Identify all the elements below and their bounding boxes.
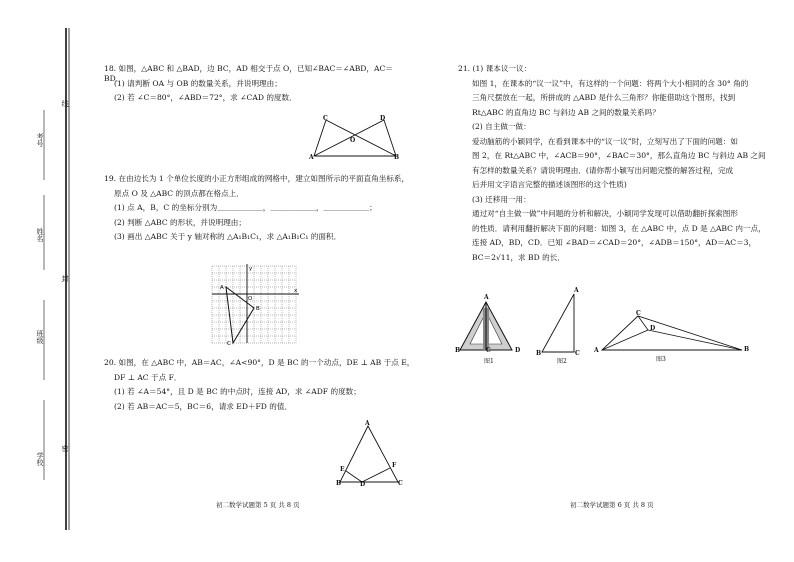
q19-part2: (2) 判断 △ABC 的形状，并说明理由； [114, 217, 246, 227]
q21-l2: 如图 1，在课本的“议一议”中，有这样的一个问题：将两个大小相同的含 30° 角的 [472, 78, 749, 88]
q21-l6: 爱动脑筋的小颖同学，在看到课本中的“议一议”时，立刻写出了下面的问题：如 [472, 136, 738, 146]
grid-label-a: A [220, 285, 224, 291]
fig3-label-a: A [594, 347, 599, 354]
q21-l4: Rt△ABC 的直角边 BC 与斜边 AB 之间的数量关系吗？ [472, 107, 660, 117]
sidebar-xuexiao: 学校 [36, 452, 44, 466]
fig1-label-a: A [484, 294, 489, 301]
sidebar-banji: 班级 [36, 330, 44, 344]
right-footer: 初二数学试题第 6 页 共 8 页 [570, 501, 654, 509]
q20-stem1: 20. 如图，在 △ABC 中，AB＝AC，∠A<90°，D 是 BC 的一个动点，DE ⊥ AB 于点 E， [104, 358, 415, 367]
q18-part2: (2) 若 ∠C＝80°，∠ABD＝72°，求 ∠CAD 的度数． [114, 93, 297, 102]
fig1-label-b: B [455, 347, 461, 354]
q19-part1: (1) 点 A，B，C 的坐标分别为＿＿＿＿＿＿，＿＿＿＿＿＿，＿＿＿＿＿＿； [114, 203, 377, 212]
q18-label-o: O [350, 137, 356, 144]
fig3-label-d: D [650, 325, 656, 332]
q18-label-b: B [394, 154, 400, 161]
q19-stem1: 19. 在由边长为 1 个单位长度的小正方形组成的网格中，建立如图所示的平面直角坐标系， [104, 174, 410, 183]
question-20 [104, 358, 424, 416]
grid-label-x: x [294, 288, 298, 294]
q18-stem: 18. 如图，△ABC 和 △BAD，边 BC，AD 相交于点 O，已知∠BAC＝∠ABD，AC＝BD． [104, 64, 393, 83]
q20-part2: (2) 若 AB＝AC＝5，BC＝6，请求 ED＋FD 的值． [114, 401, 293, 411]
sidebar-kaohao: 考号 [36, 133, 44, 147]
q18-label-c: C [323, 115, 328, 122]
grid-label-o: O [248, 296, 253, 302]
fig1-label-d: D [515, 347, 521, 354]
q19-part3: (3) 画出 △ABC 关于 y 轴对称的 △A₁B₁C₁，求 △A₁B₁C₁ 的面积． [114, 232, 342, 241]
sidebar-feng: 封 [61, 275, 69, 282]
fig1-label-c: C [486, 347, 491, 354]
q21-l1: 21. (1) 课本议一议： [458, 64, 532, 73]
sidebar-mi-top: 线 [61, 100, 69, 107]
q20-label-c: C [398, 480, 403, 487]
sidebar-mi-bottom: 密 [61, 445, 69, 452]
q21-l8: 有怎样的数量关系？请说明理由．(请你帮小颖写出问题完整的解答过程，完成 [472, 165, 734, 175]
q18-label-d: D [380, 115, 386, 122]
sidebar-xingming: 姓名 [36, 228, 44, 242]
q21-l10: (3) 迁移用一用： [472, 194, 531, 204]
fig2-label-a: A [574, 287, 579, 294]
q20-label-f: F [392, 462, 397, 469]
q18-part1: (1) 请判断 OA 与 OB 的数量关系，并说明理由； [114, 78, 282, 88]
q21-l11: 通过对“自主做一做”中问题的分析和解决，小颖同学发现可以借助翻折探索图形 [472, 209, 738, 218]
question-18 [104, 64, 404, 108]
fig3-label-c: C [636, 310, 641, 317]
q20-label-d: D [360, 481, 366, 488]
q18-label-a: A [309, 154, 314, 161]
left-footer: 初二数学试题第 5 页 共 8 页 [216, 501, 300, 509]
fig3-label-b: B [744, 346, 750, 353]
q21-l3: 三角尺摆放在一起，所拼成的 △ABD 是什么三角形？你能借助这个图形，找到 [472, 93, 736, 102]
q21-figure-3 [598, 310, 748, 360]
q21-l5: (2) 自主做一做： [472, 122, 531, 131]
fig2-caption: 图2 [557, 358, 567, 365]
grid-label-y: y [249, 266, 253, 272]
q20-label-e: E [340, 466, 345, 473]
q21-l7: 图 2，在 Rt△ABC 中，∠ACB＝90°，∠BAC＝30°，那么直角边 BC 与斜边 AB 之间 [472, 151, 766, 160]
question-19 [104, 174, 424, 247]
q21-l12: 的性质．请利用翻折解决下面的问题：如图 3，在 △ABC 中，点 D 是 △ABC 内一点， [472, 223, 766, 233]
fig2-label-c: C [575, 350, 580, 357]
fig2-label-b: B [536, 350, 542, 357]
q19-stem2: 原点 O 及 △ABC 的顶点都在格点上． [114, 188, 244, 198]
q21-l14: BC＝2√11，求 BD 的长． [472, 252, 565, 262]
fig1-caption: 图1 [484, 358, 494, 365]
grid-label-c: C [227, 341, 231, 347]
grid-label-b: B [256, 306, 260, 312]
q20-stem2: DF ⊥ AC 于点 F． [114, 372, 182, 382]
q20-label-b: B [336, 480, 342, 487]
question-21 [458, 64, 778, 267]
fig3-caption: 图3 [656, 356, 666, 363]
q20-label-a: A [365, 420, 370, 427]
q21-l9: 后并用文字语言完整的描述该图形的这个性质) [472, 180, 627, 189]
q20-part1: (1) 若 ∠A＝54°，且 D 是 BC 的中点时，连接 AD，求 ∠ADF 的度数； [114, 387, 361, 396]
q21-l13: 连接 AD，BD，CD．已知 ∠BAD＝∠CAD＝20°，∠ADB＝150°，AD＝AC＝3， [472, 238, 757, 247]
q19-grid-figure [208, 262, 304, 350]
q21-figure-2 [538, 290, 588, 360]
